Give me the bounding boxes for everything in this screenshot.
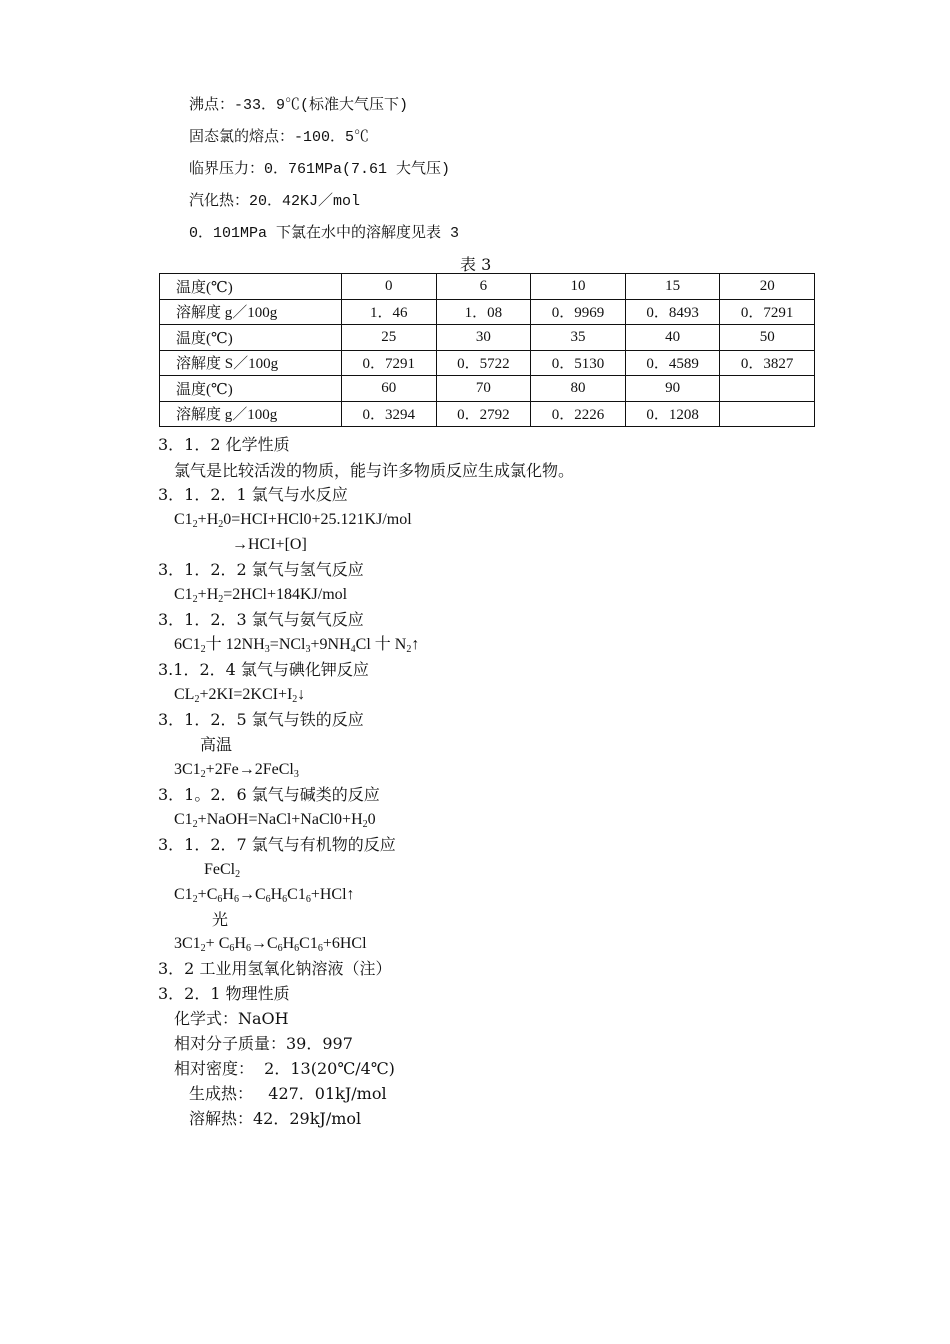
table-cell: 0．9969: [531, 299, 626, 325]
table-cell: 0．4589: [625, 350, 720, 376]
eq-part: 3C1: [174, 761, 201, 778]
critical-pressure: 临界压力：0．761MPa(7.61 大气压): [189, 161, 451, 178]
eq-part: →C: [250, 935, 278, 952]
equation: $CL_2+2KI=2KCI+I_2↓$: [174, 686, 306, 705]
table-cell: 0．3294: [342, 401, 437, 427]
formation-heat: 生成热： 427．01kJ/mol: [189, 1084, 387, 1103]
eq-part: H: [234, 935, 246, 952]
equation: →HCI+[O]: [232, 536, 307, 553]
eq-part: C1: [174, 511, 193, 528]
table-cell: 6: [436, 274, 531, 300]
section-heading: 3．2．1 物理性质: [158, 984, 290, 1003]
eq-part: FeCl: [204, 861, 236, 878]
eq-part: H: [270, 886, 283, 903]
table-cell: 40: [625, 325, 720, 351]
row-label: 溶解度 S／100g: [160, 350, 342, 376]
vaporization-heat: 汽化热：20．42KJ／mol: [189, 193, 361, 210]
eq-part: ↓: [297, 686, 306, 703]
eq-part: C1: [174, 886, 193, 903]
eq-part: + C: [205, 935, 230, 952]
reaction-condition: 高温: [200, 735, 233, 754]
row-label: 温度(℃): [160, 325, 342, 351]
solubility-table: [159, 273, 815, 427]
eq-part: +H: [197, 511, 219, 528]
eq-part: +HCl↑: [310, 886, 355, 903]
table-cell: [720, 401, 815, 427]
eq-part: 6C1: [174, 636, 201, 653]
table-cell: 20: [720, 274, 815, 300]
eq-part: 0: [367, 811, 376, 828]
equation: $3C1_2+2Fe\to 2FeCl_3$: [174, 761, 299, 780]
section-heading: 3．1．2．3 氯气与氨气反应: [158, 610, 364, 629]
eq-part: H: [282, 935, 295, 952]
melting-point: 固态氯的熔点：-100．5℃: [189, 129, 370, 146]
eq-part: +6HCl: [322, 935, 367, 952]
table-cell: 0: [342, 274, 437, 300]
reaction-condition: 光: [212, 910, 229, 929]
eq-part: =2HCl+184KJ/mol: [223, 586, 348, 603]
table-cell: 90: [625, 376, 720, 402]
row-label: 溶解度 g／100g: [160, 401, 342, 427]
table-cell: 0．3827: [720, 350, 815, 376]
table-cell: 0．7291: [720, 299, 815, 325]
eq-part: H: [222, 886, 234, 903]
table-row: [160, 274, 815, 300]
eq-part: C1: [299, 935, 318, 952]
eq-part: =NCl: [269, 636, 306, 653]
table-cell: 1．46: [342, 299, 437, 325]
relative-density: 相对密度： 2．13(20℃/4℃): [174, 1059, 395, 1078]
section-heading: 3．2 工业用氢氧化钠溶液（注）: [158, 959, 392, 978]
eq-part: →C: [238, 886, 266, 903]
table-cell: 30: [436, 325, 531, 351]
section-heading: 3．1．2．5 氯气与铁的反应: [158, 710, 364, 729]
equation: $C1_2+H_2=2HCl+184KJ$/mol: [174, 586, 348, 605]
table-cell: 1．08: [436, 299, 531, 325]
table-caption: 表 3: [460, 255, 492, 274]
equation: $C1_2+H_20=HCI+HCl0+25.121KJ$/mol: [174, 511, 412, 530]
molar-mass: 相对分子质量：39．997: [174, 1034, 353, 1053]
eq-part: +2Fe→2FeCl: [205, 761, 294, 778]
dissolution-heat: 溶解热：42．29kJ/mol: [189, 1109, 362, 1128]
eq-part: +9NH: [310, 636, 351, 653]
table-row: [160, 350, 815, 376]
eq-part: Cl 十 N: [355, 636, 407, 653]
table-cell: [720, 376, 815, 402]
table-row: [160, 401, 815, 427]
equation: $6C1_2$十 $12NH_3=NCl_3+9NH_4Cl$ 十 $N_2↑$: [174, 636, 420, 655]
table-row: [160, 299, 815, 325]
table-cell: 50: [720, 325, 815, 351]
eq-part: +C: [197, 886, 218, 903]
table-row: [160, 325, 815, 351]
table-cell: 60: [342, 376, 437, 402]
table-cell: 25: [342, 325, 437, 351]
eq-part: +H: [197, 586, 219, 603]
equation: $3C1_2+ C_6H_6\to C_6H_6C1_6+6HCl$: [174, 935, 367, 954]
eq-part: CL: [174, 686, 195, 703]
table-cell: 70: [436, 376, 531, 402]
row-label: 温度(℃): [160, 376, 342, 402]
eq-part: C1: [287, 886, 306, 903]
row-label: 温度(℃): [160, 274, 342, 300]
equation: $C1_2+C_6H_6\to C_6H_6C1_6+HCl↑$: [174, 886, 355, 905]
section-heading: 3．1．2．2 氯气与氢气反应: [158, 560, 364, 579]
table-cell: 0．1208: [625, 401, 720, 427]
paragraph: 氯气是比较活泼的物质，能与许多物质反应生成氯化物。: [174, 461, 575, 480]
row-label: 溶解度 g／100g: [160, 299, 342, 325]
eq-part: 3C1: [174, 935, 201, 952]
table-row: [160, 376, 815, 402]
table-cell: 0．8493: [625, 299, 720, 325]
boiling-point: 沸点：-33．9℃(标准大气压下): [189, 97, 409, 114]
chemical-formula: 化学式：NaOH: [174, 1009, 289, 1028]
section-heading: 3．1．2．7 氯气与有机物的反应: [158, 835, 396, 854]
section-heading: 3.1．2．4 氯气与碘化钾反应: [158, 660, 369, 679]
reaction-condition: FeCl$_2$: [204, 861, 241, 880]
eq-part: 十 12NH: [205, 636, 265, 653]
table-cell: 0．2226: [531, 401, 626, 427]
section-heading: 3．1．2 化学性质: [158, 435, 290, 454]
table-cell: 0．7291: [342, 350, 437, 376]
eq-part: 0=HCI+HCl0+25.121KJ/mol: [223, 511, 412, 528]
eq-part: +2KI=2KCI+I: [199, 686, 293, 703]
table-cell: 0．5722: [436, 350, 531, 376]
section-heading: 3．1．2．1 氯气与水反应: [158, 485, 348, 504]
eq-part: C1: [174, 586, 193, 603]
section-heading: 3．1。2．6 氯气与碱类的反应: [158, 785, 380, 804]
table-cell: 0．5130: [531, 350, 626, 376]
solubility-intro: 0．101MPa 下氯在水中的溶解度见表 3: [189, 225, 460, 242]
eq-part: ↑: [411, 636, 420, 653]
table-cell: 80: [531, 376, 626, 402]
equation: $C1_2+NaOH=NaCl+NaCl0+H_20$: [174, 811, 376, 830]
table-cell: 10: [531, 274, 626, 300]
eq-part: C1: [174, 811, 193, 828]
table-cell: 0．2792: [436, 401, 531, 427]
table-cell: 35: [531, 325, 626, 351]
eq-part: +NaOH=NaCl+NaCl0+H: [197, 811, 363, 828]
table-cell: 15: [625, 274, 720, 300]
